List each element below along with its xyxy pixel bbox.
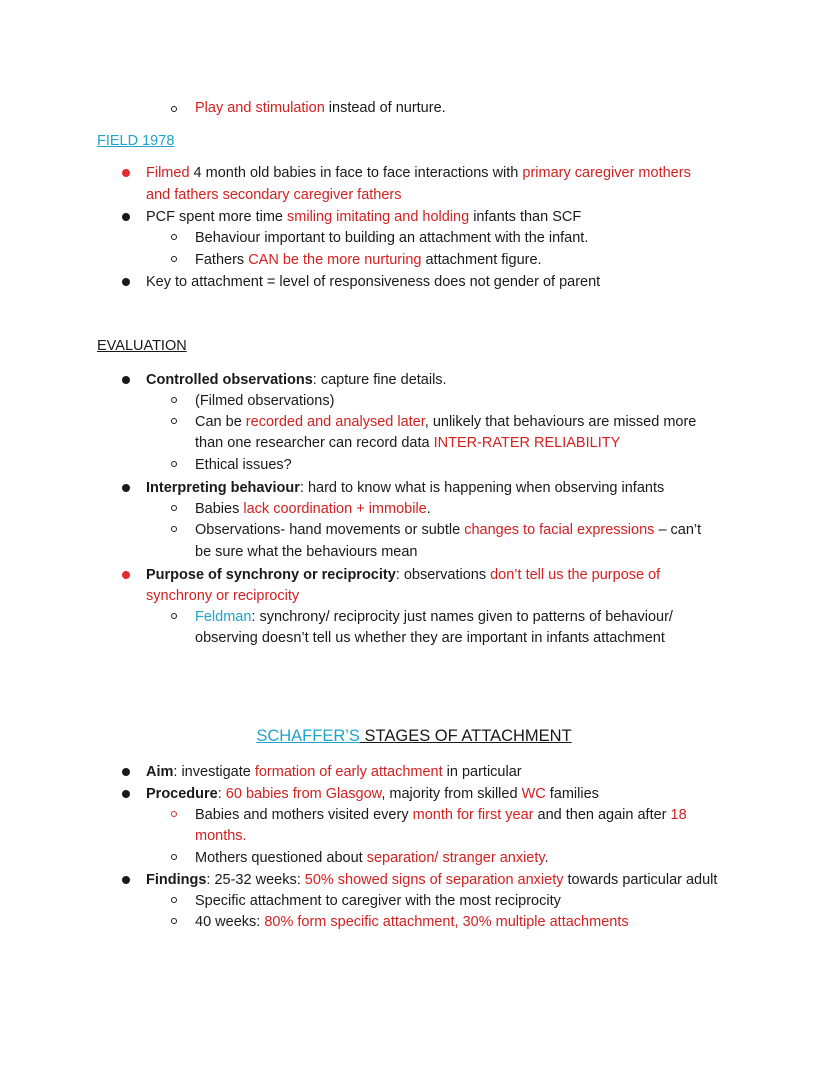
bullet — [122, 790, 130, 798]
play-stimulation-line: Play and stimulation instead of nurture. — [195, 100, 446, 116]
eval-point-2-sub-2: Observations- hand movements or subtle changes to facial expressions – can’t — [195, 522, 702, 538]
bullet — [122, 278, 130, 286]
sub-bullet — [171, 918, 177, 924]
schaffer-procedure-sub-2: Mothers questioned about separation/ stranger anxiety. — [195, 850, 549, 866]
schaffer-findings-sub-1: Specific attachment to caregiver with the most reciprocity — [195, 893, 561, 909]
bullet — [122, 571, 130, 579]
bullet — [122, 768, 130, 776]
sub-bullet — [171, 854, 177, 860]
schaffer-procedure: Procedure: 60 babies from Glasgow, majority from skilled WC families — [146, 786, 599, 802]
schaffer-procedure-sub-1: Babies and mothers visited every month for first year and then again after 18 — [195, 807, 687, 823]
bullet — [122, 213, 130, 221]
schaffer-procedure-sub-1-cont: months. — [195, 828, 247, 844]
sub-bullet — [171, 397, 177, 403]
schaffer-findings: Findings: 25-32 weeks: 50% showed signs of separation anxiety towards particular adult — [146, 872, 718, 888]
eval-point-1-sub-2-cont: than one researcher can record data INTER-RATER RELIABILITY — [195, 435, 621, 451]
eval-point-2: Interpreting behaviour: hard to know what is happening when observing infants — [146, 480, 665, 496]
sub-bullet — [171, 526, 177, 532]
eval-point-1-sub-3: Ethical issues? — [195, 457, 292, 473]
sub-bullet — [171, 811, 177, 817]
evaluation-heading: EVALUATION — [97, 338, 187, 354]
eval-point-1: Controlled observations: capture fine details. — [146, 372, 447, 388]
eval-point-1-sub-2: Can be recorded and analysed later, unlikely that behaviours are missed more — [195, 414, 697, 430]
schaffer-title: SCHAFFER’S STAGES OF ATTACHMENT — [256, 727, 572, 745]
field-point-2: PCF spent more time smiling imitating and holding infants than SCF — [146, 209, 582, 225]
sub-bullet — [171, 505, 177, 511]
bullet — [122, 376, 130, 384]
eval-point-3-sub-1-cont: observing doesn’t tell us whether they are important in infants attachment — [195, 630, 665, 646]
eval-point-3: Purpose of synchrony or reciprocity: observations don’t tell us the purpose of — [146, 567, 661, 583]
sub-bullet — [171, 106, 177, 112]
schaffer-aim: Aim: investigate formation of early attachment in particular — [146, 764, 522, 780]
sub-bullet — [171, 897, 177, 903]
sub-bullet — [171, 256, 177, 262]
field-point-1-cont: and fathers secondary caregiver fathers — [146, 187, 402, 203]
sub-bullet — [171, 418, 177, 424]
field-point-2-sub-2: Fathers CAN be the more nurturing attachment figure. — [195, 252, 542, 268]
eval-point-1-sub-1: (Filmed observations) — [195, 393, 335, 409]
sub-bullet — [171, 461, 177, 467]
bullet — [122, 169, 130, 177]
eval-point-2-sub-2-cont: be sure what the behaviours mean — [195, 544, 418, 560]
sub-bullet — [171, 234, 177, 240]
bullet — [122, 876, 130, 884]
field-point-2-sub-1: Behaviour important to building an attachment with the infant. — [195, 230, 589, 246]
field-point-1: Filmed 4 month old babies in face to face interactions with primary caregiver mothers — [146, 165, 691, 181]
eval-point-3-cont: synchrony or reciprocity — [146, 588, 300, 604]
eval-point-3-sub-1: Feldman: synchrony/ reciprocity just names given to patterns of behaviour/ — [195, 609, 673, 625]
schaffer-findings-sub-2: 40 weeks: 80% form specific attachment, 30% multiple attachments — [195, 914, 629, 930]
sub-bullet — [171, 613, 177, 619]
bullet — [122, 484, 130, 492]
field-heading-link[interactable]: FIELD 1978 — [97, 133, 175, 149]
eval-point-2-sub-1: Babies lack coordination + immobile. — [195, 501, 431, 517]
field-point-3: Key to attachment = level of responsiveness does not gender of parent — [146, 274, 601, 290]
